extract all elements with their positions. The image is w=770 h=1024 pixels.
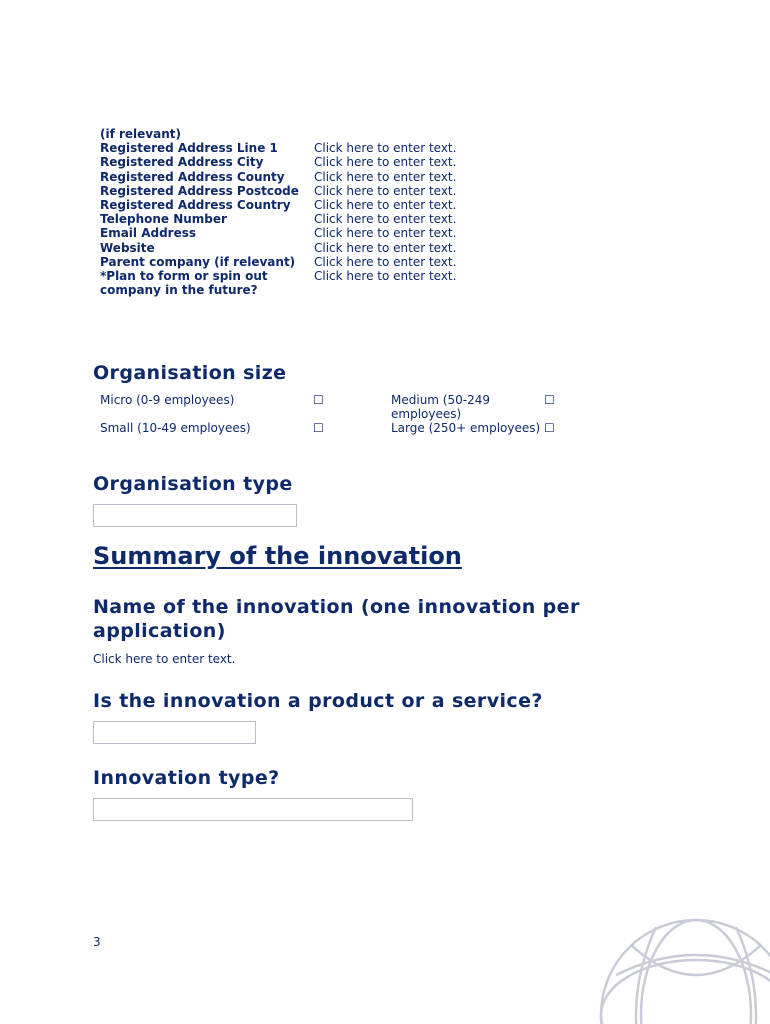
field-label: Registered Address County <box>100 169 285 184</box>
address-country-input[interactable]: Click here to enter text. <box>314 198 457 213</box>
telephone-input[interactable]: Click here to enter text. <box>314 212 457 227</box>
organisation-size-heading: Organisation size <box>93 362 287 384</box>
size-option-label-medium: Medium (50-249 employees) <box>391 393 490 422</box>
field-row-parent-company <box>100 255 520 269</box>
field-row-spin-out-plan <box>100 269 520 297</box>
field-label: Registered Address Country <box>100 198 291 213</box>
field-label: Parent company (if relevant) <box>100 254 296 269</box>
innovation-type-heading: Innovation type? <box>93 767 280 789</box>
field-label: *Plan to form or spin out company in the future? <box>100 269 268 298</box>
field-label: Website <box>100 240 155 255</box>
address-county-input[interactable]: Click here to enter text. <box>314 169 457 184</box>
large-checkbox[interactable]: ☐ <box>544 421 555 436</box>
innovation-name-input[interactable]: Click here to enter text. <box>93 652 236 666</box>
field-row-telephone <box>100 212 520 226</box>
innovation-type-dropdown[interactable] <box>93 798 413 821</box>
size-option-label-small: Small (10-49 employees) <box>100 421 251 436</box>
medium-checkbox[interactable]: ☐ <box>544 393 555 407</box>
address-postcode-input[interactable]: Click here to enter text. <box>314 183 457 198</box>
email-input[interactable]: Click here to enter text. <box>314 226 457 241</box>
address-city-input[interactable]: Click here to enter text. <box>314 155 457 170</box>
field-row-address-line-1 <box>100 141 520 155</box>
organisation-type-dropdown[interactable] <box>93 504 297 527</box>
field-label: Telephone Number <box>100 212 227 227</box>
summary-heading: Summary of the innovation <box>93 542 462 570</box>
field-row-website <box>100 241 520 255</box>
product-or-service-dropdown[interactable] <box>93 721 256 744</box>
size-row <box>100 421 570 435</box>
micro-checkbox[interactable]: ☐ <box>313 393 324 407</box>
field-row-if-relevant <box>100 127 520 141</box>
spin-out-plan-input[interactable]: Click here to enter text. <box>314 269 457 284</box>
product-or-service-heading: Is the innovation a product or a service? <box>93 690 543 712</box>
field-row-address-city <box>100 155 520 169</box>
field-label: (if relevant) <box>100 127 181 141</box>
address-line-1-input[interactable]: Click here to enter text. <box>314 141 457 156</box>
page-number: 3 <box>93 935 101 949</box>
globe-icon <box>596 915 770 1024</box>
field-label: Registered Address Postcode <box>100 183 299 198</box>
size-row <box>100 393 570 421</box>
field-row-address-country <box>100 198 520 212</box>
small-checkbox[interactable]: ☐ <box>313 421 324 436</box>
address-fields-table <box>100 127 520 297</box>
field-label: Registered Address City <box>100 155 264 170</box>
innovation-name-heading: Name of the innovation (one innovation per application) <box>93 596 580 642</box>
field-label: Registered Address Line 1 <box>100 141 278 156</box>
organisation-type-heading: Organisation type <box>93 473 293 495</box>
size-option-label-large: Large (250+ employees) <box>391 421 541 436</box>
organisation-size-grid <box>100 393 570 436</box>
website-input[interactable]: Click here to enter text. <box>314 240 457 255</box>
parent-company-input[interactable]: Click here to enter text. <box>314 254 457 269</box>
field-label: Email Address <box>100 226 197 241</box>
size-option-label-micro: Micro (0-9 employees) <box>100 393 235 407</box>
field-row-address-county <box>100 170 520 184</box>
field-row-email <box>100 226 520 240</box>
field-row-address-postcode <box>100 184 520 198</box>
